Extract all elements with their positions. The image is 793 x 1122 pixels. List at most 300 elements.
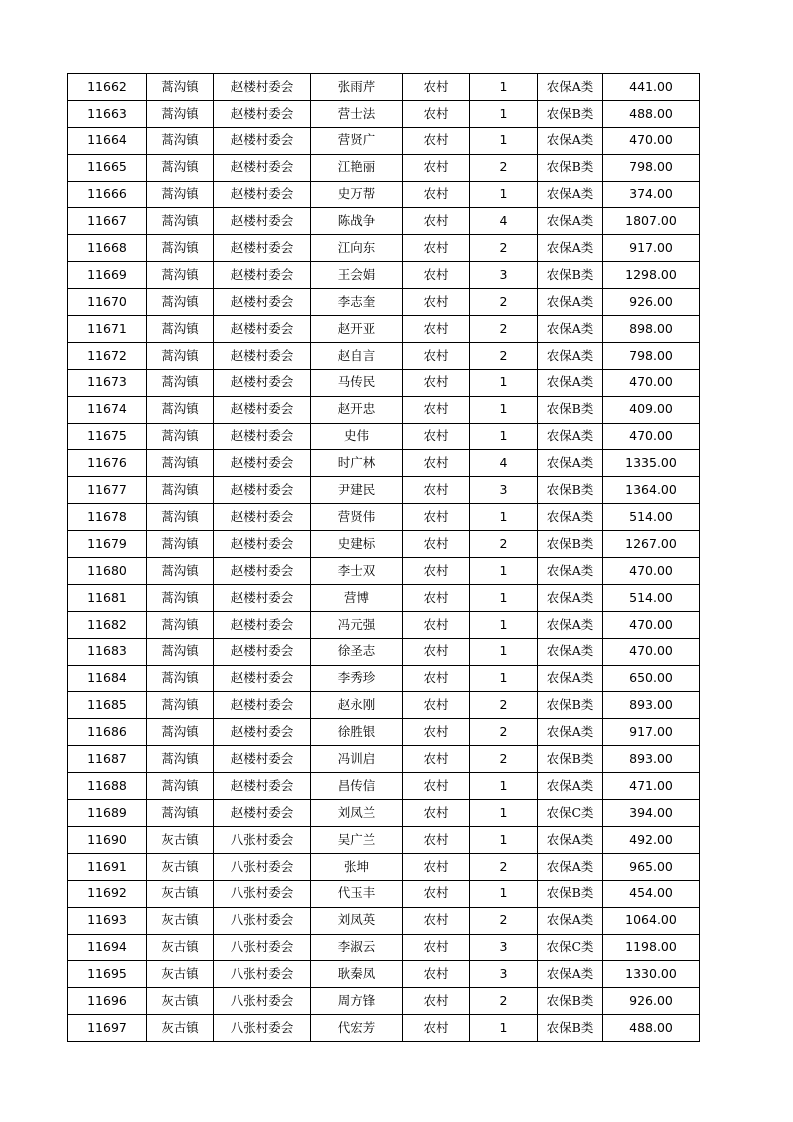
village-cell: 赵楼村委会 <box>214 692 311 719</box>
town-cell: 灰古镇 <box>147 880 214 907</box>
town-cell: 蒿沟镇 <box>147 665 214 692</box>
name-cell: 赵自言 <box>311 342 403 369</box>
household-count-cell: 3 <box>470 961 538 988</box>
name-cell: 尹建民 <box>311 477 403 504</box>
household-count-cell: 1 <box>470 773 538 800</box>
town-cell: 灰古镇 <box>147 1015 214 1042</box>
name-cell: 刘凤英 <box>311 907 403 934</box>
row-id-cell: 11694 <box>68 934 147 961</box>
insurance-category-cell: 农保A类 <box>538 638 603 665</box>
village-cell: 赵楼村委会 <box>214 74 311 101</box>
row-id-cell: 11690 <box>68 826 147 853</box>
area-cell: 农村 <box>403 208 470 235</box>
area-cell: 农村 <box>403 934 470 961</box>
name-cell: 吴广兰 <box>311 826 403 853</box>
amount-cell: 965.00 <box>603 853 700 880</box>
village-cell: 赵楼村委会 <box>214 316 311 343</box>
amount-cell: 471.00 <box>603 773 700 800</box>
household-count-cell: 1 <box>470 800 538 827</box>
village-cell: 赵楼村委会 <box>214 208 311 235</box>
town-cell: 蒿沟镇 <box>147 396 214 423</box>
row-id-cell: 11683 <box>68 638 147 665</box>
area-cell: 农村 <box>403 316 470 343</box>
village-cell: 赵楼村委会 <box>214 262 311 289</box>
name-cell: 代玉丰 <box>311 880 403 907</box>
town-cell: 蒿沟镇 <box>147 477 214 504</box>
amount-cell: 898.00 <box>603 316 700 343</box>
amount-cell: 650.00 <box>603 665 700 692</box>
town-cell: 蒿沟镇 <box>147 773 214 800</box>
amount-cell: 917.00 <box>603 235 700 262</box>
table-row <box>68 100 700 127</box>
town-cell: 蒿沟镇 <box>147 208 214 235</box>
table-row <box>68 127 700 154</box>
insurance-category-cell: 农保A类 <box>538 773 603 800</box>
insurance-category-cell: 农保A类 <box>538 235 603 262</box>
amount-cell: 492.00 <box>603 826 700 853</box>
table-row <box>68 477 700 504</box>
town-cell: 蒿沟镇 <box>147 235 214 262</box>
row-id-cell: 11688 <box>68 773 147 800</box>
village-cell: 八张村委会 <box>214 907 311 934</box>
table-row <box>68 181 700 208</box>
amount-cell: 926.00 <box>603 289 700 316</box>
name-cell: 冯训启 <box>311 746 403 773</box>
town-cell: 蒿沟镇 <box>147 450 214 477</box>
area-cell: 农村 <box>403 477 470 504</box>
insurance-category-cell: 农保A类 <box>538 907 603 934</box>
household-count-cell: 2 <box>470 289 538 316</box>
area-cell: 农村 <box>403 181 470 208</box>
table-row <box>68 665 700 692</box>
table-row <box>68 638 700 665</box>
name-cell: 时广林 <box>311 450 403 477</box>
area-cell: 农村 <box>403 800 470 827</box>
row-id-cell: 11692 <box>68 880 147 907</box>
village-cell: 赵楼村委会 <box>214 423 311 450</box>
table-row <box>68 289 700 316</box>
row-id-cell: 11681 <box>68 584 147 611</box>
table-row <box>68 316 700 343</box>
row-id-cell: 11674 <box>68 396 147 423</box>
area-cell: 农村 <box>403 342 470 369</box>
household-count-cell: 2 <box>470 235 538 262</box>
insurance-category-cell: 农保A类 <box>538 665 603 692</box>
table-row <box>68 907 700 934</box>
area-cell: 农村 <box>403 235 470 262</box>
insurance-category-cell: 农保B类 <box>538 746 603 773</box>
area-cell: 农村 <box>403 961 470 988</box>
name-cell: 李志奎 <box>311 289 403 316</box>
village-cell: 赵楼村委会 <box>214 369 311 396</box>
name-cell: 赵开亚 <box>311 316 403 343</box>
area-cell: 农村 <box>403 504 470 531</box>
amount-cell: 470.00 <box>603 611 700 638</box>
insurance-category-cell: 农保A类 <box>538 74 603 101</box>
amount-cell: 1807.00 <box>603 208 700 235</box>
town-cell: 蒿沟镇 <box>147 800 214 827</box>
amount-cell: 1198.00 <box>603 934 700 961</box>
village-cell: 赵楼村委会 <box>214 665 311 692</box>
town-cell: 蒿沟镇 <box>147 719 214 746</box>
name-cell: 李秀珍 <box>311 665 403 692</box>
amount-cell: 798.00 <box>603 342 700 369</box>
town-cell: 蒿沟镇 <box>147 74 214 101</box>
row-id-cell: 11693 <box>68 907 147 934</box>
row-id-cell: 11671 <box>68 316 147 343</box>
insurance-category-cell: 农保A类 <box>538 558 603 585</box>
area-cell: 农村 <box>403 692 470 719</box>
area-cell: 农村 <box>403 907 470 934</box>
village-cell: 八张村委会 <box>214 934 311 961</box>
amount-cell: 798.00 <box>603 154 700 181</box>
village-cell: 赵楼村委会 <box>214 154 311 181</box>
insurance-category-cell: 农保C类 <box>538 800 603 827</box>
name-cell: 史万帮 <box>311 181 403 208</box>
amount-cell: 1335.00 <box>603 450 700 477</box>
household-count-cell: 1 <box>470 880 538 907</box>
table-row <box>68 504 700 531</box>
town-cell: 蒿沟镇 <box>147 611 214 638</box>
row-id-cell: 11664 <box>68 127 147 154</box>
row-id-cell: 11684 <box>68 665 147 692</box>
name-cell: 代宏芳 <box>311 1015 403 1042</box>
household-count-cell: 3 <box>470 934 538 961</box>
village-cell: 赵楼村委会 <box>214 100 311 127</box>
table-row <box>68 934 700 961</box>
amount-cell: 926.00 <box>603 988 700 1015</box>
table-row <box>68 853 700 880</box>
table-row <box>68 262 700 289</box>
insurance-category-cell: 农保A类 <box>538 127 603 154</box>
village-cell: 赵楼村委会 <box>214 638 311 665</box>
area-cell: 农村 <box>403 638 470 665</box>
town-cell: 蒿沟镇 <box>147 262 214 289</box>
name-cell: 营博 <box>311 584 403 611</box>
name-cell: 张坤 <box>311 853 403 880</box>
town-cell: 灰古镇 <box>147 853 214 880</box>
village-cell: 赵楼村委会 <box>214 181 311 208</box>
household-count-cell: 2 <box>470 692 538 719</box>
amount-cell: 470.00 <box>603 127 700 154</box>
row-id-cell: 11691 <box>68 853 147 880</box>
table-row <box>68 154 700 181</box>
row-id-cell: 11662 <box>68 74 147 101</box>
village-cell: 八张村委会 <box>214 853 311 880</box>
village-cell: 赵楼村委会 <box>214 773 311 800</box>
name-cell: 赵开忠 <box>311 396 403 423</box>
town-cell: 蒿沟镇 <box>147 584 214 611</box>
household-count-cell: 1 <box>470 611 538 638</box>
household-count-cell: 1 <box>470 1015 538 1042</box>
amount-cell: 514.00 <box>603 584 700 611</box>
village-cell: 赵楼村委会 <box>214 235 311 262</box>
insurance-category-cell: 农保A类 <box>538 423 603 450</box>
area-cell: 农村 <box>403 100 470 127</box>
name-cell: 江向东 <box>311 235 403 262</box>
village-cell: 赵楼村委会 <box>214 584 311 611</box>
row-id-cell: 11686 <box>68 719 147 746</box>
household-count-cell: 1 <box>470 504 538 531</box>
household-count-cell: 2 <box>470 719 538 746</box>
name-cell: 冯元强 <box>311 611 403 638</box>
area-cell: 农村 <box>403 988 470 1015</box>
name-cell: 李淑云 <box>311 934 403 961</box>
village-cell: 八张村委会 <box>214 961 311 988</box>
household-count-cell: 3 <box>470 262 538 289</box>
name-cell: 马传民 <box>311 369 403 396</box>
amount-cell: 917.00 <box>603 719 700 746</box>
amount-cell: 1064.00 <box>603 907 700 934</box>
household-count-cell: 2 <box>470 746 538 773</box>
town-cell: 蒿沟镇 <box>147 100 214 127</box>
town-cell: 灰古镇 <box>147 907 214 934</box>
area-cell: 农村 <box>403 1015 470 1042</box>
amount-cell: 514.00 <box>603 504 700 531</box>
village-cell: 赵楼村委会 <box>214 342 311 369</box>
row-id-cell: 11680 <box>68 558 147 585</box>
amount-cell: 488.00 <box>603 100 700 127</box>
area-cell: 农村 <box>403 154 470 181</box>
row-id-cell: 11678 <box>68 504 147 531</box>
household-count-cell: 1 <box>470 369 538 396</box>
row-id-cell: 11672 <box>68 342 147 369</box>
household-count-cell: 1 <box>470 181 538 208</box>
village-cell: 赵楼村委会 <box>214 558 311 585</box>
insurance-category-cell: 农保B类 <box>538 531 603 558</box>
town-cell: 蒿沟镇 <box>147 342 214 369</box>
area-cell: 农村 <box>403 746 470 773</box>
town-cell: 蒿沟镇 <box>147 531 214 558</box>
insurance-category-cell: 农保A类 <box>538 853 603 880</box>
row-id-cell: 11685 <box>68 692 147 719</box>
town-cell: 蒿沟镇 <box>147 289 214 316</box>
household-count-cell: 1 <box>470 74 538 101</box>
table-row <box>68 880 700 907</box>
area-cell: 农村 <box>403 665 470 692</box>
household-count-cell: 4 <box>470 450 538 477</box>
household-count-cell: 1 <box>470 826 538 853</box>
village-cell: 赵楼村委会 <box>214 531 311 558</box>
area-cell: 农村 <box>403 558 470 585</box>
table-row <box>68 396 700 423</box>
village-cell: 赵楼村委会 <box>214 127 311 154</box>
town-cell: 蒿沟镇 <box>147 316 214 343</box>
table-row <box>68 611 700 638</box>
name-cell: 陈战争 <box>311 208 403 235</box>
row-id-cell: 11670 <box>68 289 147 316</box>
amount-cell: 488.00 <box>603 1015 700 1042</box>
area-cell: 农村 <box>403 369 470 396</box>
amount-cell: 441.00 <box>603 74 700 101</box>
table-row <box>68 235 700 262</box>
insurance-category-cell: 农保A类 <box>538 826 603 853</box>
area-cell: 农村 <box>403 719 470 746</box>
insurance-category-cell: 农保A类 <box>538 584 603 611</box>
village-cell: 八张村委会 <box>214 880 311 907</box>
town-cell: 灰古镇 <box>147 934 214 961</box>
amount-cell: 1267.00 <box>603 531 700 558</box>
row-id-cell: 11697 <box>68 1015 147 1042</box>
town-cell: 灰古镇 <box>147 988 214 1015</box>
household-count-cell: 2 <box>470 154 538 181</box>
insurance-category-cell: 农保C类 <box>538 934 603 961</box>
village-cell: 八张村委会 <box>214 826 311 853</box>
name-cell: 营贤广 <box>311 127 403 154</box>
household-count-cell: 2 <box>470 316 538 343</box>
insurance-category-cell: 农保B类 <box>538 692 603 719</box>
town-cell: 蒿沟镇 <box>147 692 214 719</box>
area-cell: 农村 <box>403 531 470 558</box>
area-cell: 农村 <box>403 584 470 611</box>
area-cell: 农村 <box>403 450 470 477</box>
insurance-category-cell: 农保A类 <box>538 504 603 531</box>
row-id-cell: 11663 <box>68 100 147 127</box>
table-row <box>68 369 700 396</box>
insurance-category-cell: 农保A类 <box>538 450 603 477</box>
name-cell: 赵永刚 <box>311 692 403 719</box>
row-id-cell: 11666 <box>68 181 147 208</box>
town-cell: 蒿沟镇 <box>147 127 214 154</box>
name-cell: 耿秦凤 <box>311 961 403 988</box>
household-count-cell: 2 <box>470 907 538 934</box>
amount-cell: 893.00 <box>603 746 700 773</box>
household-count-cell: 1 <box>470 558 538 585</box>
area-cell: 农村 <box>403 74 470 101</box>
town-cell: 蒿沟镇 <box>147 423 214 450</box>
town-cell: 蒿沟镇 <box>147 746 214 773</box>
table-row <box>68 719 700 746</box>
village-cell: 赵楼村委会 <box>214 611 311 638</box>
row-id-cell: 11669 <box>68 262 147 289</box>
household-count-cell: 1 <box>470 638 538 665</box>
insurance-category-cell: 农保A类 <box>538 342 603 369</box>
village-cell: 赵楼村委会 <box>214 289 311 316</box>
household-count-cell: 2 <box>470 988 538 1015</box>
household-count-cell: 1 <box>470 127 538 154</box>
household-count-cell: 1 <box>470 584 538 611</box>
town-cell: 蒿沟镇 <box>147 638 214 665</box>
name-cell: 营士法 <box>311 100 403 127</box>
name-cell: 营贤伟 <box>311 504 403 531</box>
table-row <box>68 692 700 719</box>
name-cell: 江艳丽 <box>311 154 403 181</box>
area-cell: 农村 <box>403 826 470 853</box>
insurance-category-cell: 农保A类 <box>538 316 603 343</box>
insurance-category-cell: 农保A类 <box>538 181 603 208</box>
area-cell: 农村 <box>403 262 470 289</box>
area-cell: 农村 <box>403 853 470 880</box>
household-count-cell: 2 <box>470 342 538 369</box>
area-cell: 农村 <box>403 289 470 316</box>
table-row <box>68 208 700 235</box>
table-row <box>68 531 700 558</box>
insurance-category-cell: 农保A类 <box>538 369 603 396</box>
name-cell: 史建标 <box>311 531 403 558</box>
name-cell: 史伟 <box>311 423 403 450</box>
household-count-cell: 2 <box>470 853 538 880</box>
amount-cell: 409.00 <box>603 396 700 423</box>
insurance-category-cell: 农保A类 <box>538 961 603 988</box>
area-cell: 农村 <box>403 127 470 154</box>
village-cell: 赵楼村委会 <box>214 800 311 827</box>
row-id-cell: 11673 <box>68 369 147 396</box>
village-cell: 赵楼村委会 <box>214 396 311 423</box>
amount-cell: 1364.00 <box>603 477 700 504</box>
row-id-cell: 11667 <box>68 208 147 235</box>
household-count-cell: 1 <box>470 423 538 450</box>
row-id-cell: 11665 <box>68 154 147 181</box>
town-cell: 灰古镇 <box>147 826 214 853</box>
table-row <box>68 746 700 773</box>
table-row <box>68 961 700 988</box>
town-cell: 蒿沟镇 <box>147 181 214 208</box>
name-cell: 王会娟 <box>311 262 403 289</box>
amount-cell: 893.00 <box>603 692 700 719</box>
area-cell: 农村 <box>403 396 470 423</box>
household-count-cell: 2 <box>470 531 538 558</box>
insurance-category-cell: 农保A类 <box>538 208 603 235</box>
village-cell: 八张村委会 <box>214 988 311 1015</box>
amount-cell: 1298.00 <box>603 262 700 289</box>
area-cell: 农村 <box>403 423 470 450</box>
row-id-cell: 11677 <box>68 477 147 504</box>
row-id-cell: 11676 <box>68 450 147 477</box>
table-row <box>68 450 700 477</box>
table-row <box>68 826 700 853</box>
amount-cell: 470.00 <box>603 638 700 665</box>
insurance-category-cell: 农保B类 <box>538 396 603 423</box>
row-id-cell: 11696 <box>68 988 147 1015</box>
insurance-category-cell: 农保B类 <box>538 262 603 289</box>
row-id-cell: 11679 <box>68 531 147 558</box>
name-cell: 李士双 <box>311 558 403 585</box>
village-cell: 赵楼村委会 <box>214 450 311 477</box>
household-count-cell: 1 <box>470 100 538 127</box>
village-cell: 赵楼村委会 <box>214 477 311 504</box>
table-row <box>68 800 700 827</box>
row-id-cell: 11682 <box>68 611 147 638</box>
roster-body <box>68 74 700 1042</box>
name-cell: 周方锋 <box>311 988 403 1015</box>
name-cell: 徐胜银 <box>311 719 403 746</box>
insurance-category-cell: 农保B类 <box>538 477 603 504</box>
insurance-category-cell: 农保A类 <box>538 611 603 638</box>
row-id-cell: 11689 <box>68 800 147 827</box>
town-cell: 蒿沟镇 <box>147 558 214 585</box>
village-cell: 赵楼村委会 <box>214 504 311 531</box>
table-row <box>68 584 700 611</box>
table-row <box>68 1015 700 1042</box>
name-cell: 刘凤兰 <box>311 800 403 827</box>
town-cell: 蒿沟镇 <box>147 154 214 181</box>
amount-cell: 454.00 <box>603 880 700 907</box>
village-cell: 八张村委会 <box>214 1015 311 1042</box>
amount-cell: 470.00 <box>603 423 700 450</box>
amount-cell: 470.00 <box>603 558 700 585</box>
row-id-cell: 11687 <box>68 746 147 773</box>
town-cell: 灰古镇 <box>147 961 214 988</box>
table-row <box>68 423 700 450</box>
table-row <box>68 988 700 1015</box>
insurance-category-cell: 农保B类 <box>538 154 603 181</box>
table-row <box>68 558 700 585</box>
table-row <box>68 74 700 101</box>
village-cell: 赵楼村委会 <box>214 746 311 773</box>
row-id-cell: 11668 <box>68 235 147 262</box>
household-count-cell: 1 <box>470 396 538 423</box>
household-count-cell: 1 <box>470 665 538 692</box>
